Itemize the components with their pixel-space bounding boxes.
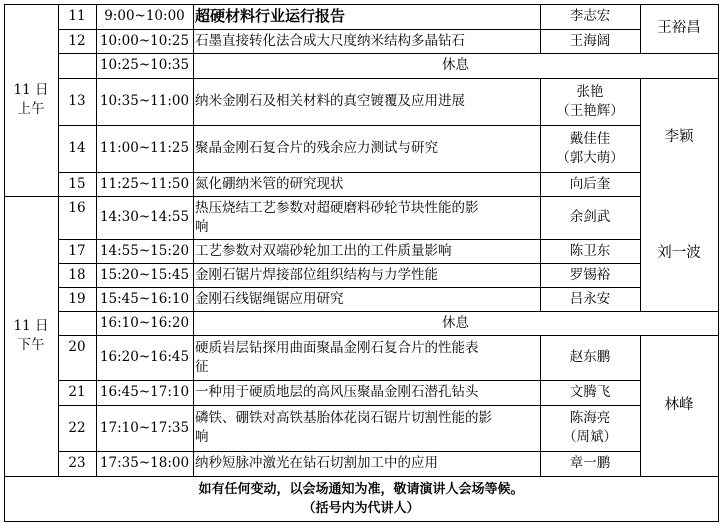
break-time: 16:10~16:20 <box>99 314 190 331</box>
talk-title: 石墨直接转化法合成大尺度纳米结构多晶钻石 <box>195 32 465 49</box>
speaker-name: 戴佳佳 <box>569 130 611 147</box>
chair-cell: 林峰 <box>664 397 694 413</box>
talk-number: 16 <box>68 200 86 216</box>
talk-speaker: 李志宏 <box>569 8 611 24</box>
talk-number: 23 <box>68 455 86 471</box>
talk-time: 15:45~16:10 <box>99 290 190 307</box>
talk-title <box>193 196 540 239</box>
talk-title: 一种用于硬质地层的高风压聚晶金刚石潜孔钻头 <box>195 384 479 400</box>
talk-time: 17:35~18:00 <box>99 455 190 471</box>
session-day: 11 日 <box>13 318 49 334</box>
talk-title-line: 响 <box>195 429 209 445</box>
talk-title: 工艺参数对双端砂轮加工出的工件质量影响 <box>195 242 452 259</box>
talk-number: 15 <box>68 175 86 192</box>
talk-title <box>193 405 540 451</box>
talk-number: 22 <box>68 419 86 436</box>
talk-speaker: 罗锡裕 <box>569 266 611 283</box>
substitute-speaker: （郭大萌） <box>556 149 624 166</box>
talk-number: 14 <box>68 140 86 156</box>
talk-title-line: 硬质岩层钻探用曲面聚晶金刚石复合片的性能表 <box>195 339 479 356</box>
talk-speaker: 赵东鹏 <box>569 349 611 365</box>
rule <box>4 521 718 522</box>
talk-title-line: 响 <box>195 218 209 235</box>
talk-number: 21 <box>68 384 86 400</box>
talk-time: 14:30~14:55 <box>99 209 190 225</box>
talk-time: 11:25~11:50 <box>99 175 190 192</box>
talk-title: 纳米金刚石及相关材料的真空镀覆及应用进展 <box>195 93 465 109</box>
rule <box>718 4 719 522</box>
talk-title: 超硬材料行业运行报告 <box>195 7 346 25</box>
talk-title: 金刚石锯片焊接部位组织结构与力学性能 <box>195 266 438 283</box>
talk-time: 16:45~17:10 <box>99 384 190 400</box>
talk-time: 11:00~11:25 <box>99 140 190 156</box>
substitute-speaker: （周斌） <box>563 429 617 445</box>
talk-speaker: 向后奎 <box>569 175 611 192</box>
talk-time: 14:55~15:20 <box>99 242 190 259</box>
session-period: 上午 <box>17 101 45 117</box>
talk-number: 17 <box>68 242 86 259</box>
talk-speaker <box>540 78 640 125</box>
talk-number: 18 <box>68 266 86 283</box>
talk-title: 纳秒短脉冲激光在钻石切割加工中的应用 <box>195 455 438 471</box>
chair-cell: 刘一波 <box>657 245 701 261</box>
footer-line: 如有任何变动，以会场通知为准，敬请演讲人会场等候。 <box>198 481 524 497</box>
footer-note <box>4 476 718 521</box>
talk-title: 氮化硼纳米管的研究现状 <box>195 175 344 192</box>
break-label: 休息 <box>442 57 469 73</box>
talk-title-line: 磷铁、硼铁对高铁基胎体花岗石锯片切割性能的影 <box>195 410 492 426</box>
chair-cell: 李颖 <box>664 128 694 145</box>
speaker-name: 张艳 <box>576 83 604 100</box>
talk-time: 9:00~10:00 <box>104 8 185 24</box>
talk-number: 20 <box>68 339 86 355</box>
session-morning <box>4 4 58 196</box>
talk-speaker <box>540 125 640 172</box>
speaker-name: 陈海亮 <box>569 410 611 426</box>
talk-time: 10:00~10:25 <box>99 32 190 49</box>
chair-cell: 王裕昌 <box>657 20 701 36</box>
footer-line: （括号内为代讲人） <box>302 500 420 516</box>
session-day: 11 日 <box>13 82 49 98</box>
talk-number: 13 <box>68 93 86 109</box>
talk-speaker: 吕永安 <box>569 290 611 307</box>
talk-time: 16:20~16:45 <box>99 349 190 365</box>
talk-title: 聚晶金刚石复合片的残余应力测试与研究 <box>195 140 438 156</box>
talk-speaker: 章一鹏 <box>569 455 611 471</box>
break-time: 10:25~10:35 <box>99 57 190 73</box>
talk-number: 19 <box>68 290 86 307</box>
talk-time: 10:35~11:00 <box>99 93 190 109</box>
talk-title: 金刚石线锯绳锯应用研究 <box>195 290 344 307</box>
talk-speaker: 王海阔 <box>569 32 611 49</box>
talk-speaker: 陈卫东 <box>569 242 611 259</box>
break-label: 休息 <box>442 314 469 331</box>
talk-title-line: 征 <box>195 358 209 375</box>
talk-title-line: 热压烧结工艺参数对超硬磨料砂轮节块性能的影 <box>195 199 479 216</box>
talk-speaker <box>540 405 640 451</box>
talk-number: 11 <box>68 8 86 24</box>
talk-time: 17:10~17:35 <box>99 419 190 436</box>
session-afternoon <box>4 196 58 476</box>
talk-title <box>193 335 540 380</box>
talk-speaker: 文腾飞 <box>569 384 611 400</box>
talk-speaker: 余剑武 <box>569 209 611 225</box>
substitute-speaker: （王艳辉） <box>556 102 624 119</box>
talk-time: 15:20~15:45 <box>99 266 190 283</box>
talk-number: 12 <box>68 32 86 49</box>
session-period: 下午 <box>17 337 45 353</box>
